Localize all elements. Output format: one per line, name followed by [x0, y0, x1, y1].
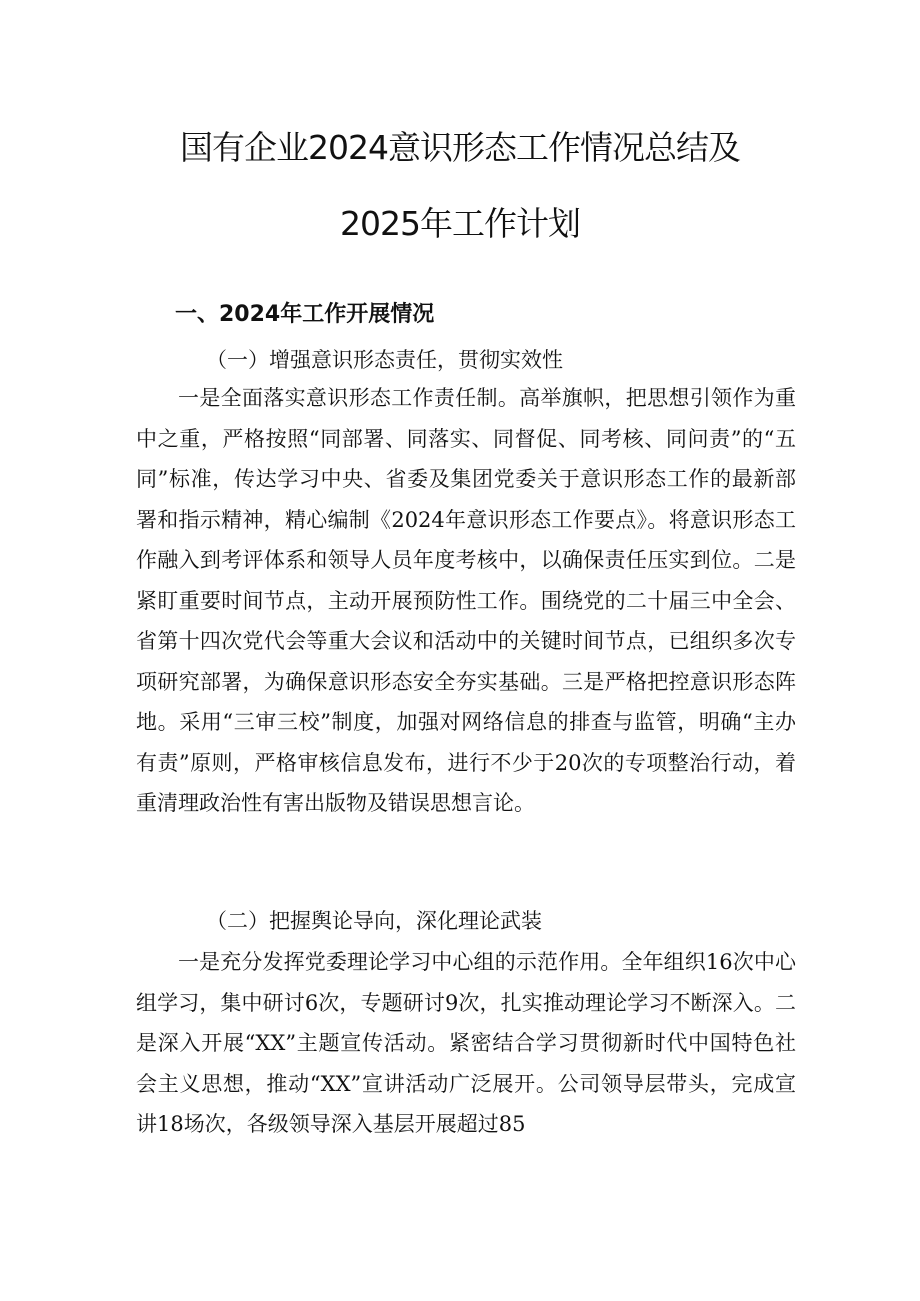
subsection-heading-2: （二）把握舆论导向，深化理论武装	[206, 909, 542, 933]
document-title-line-2: 2025年工作计划	[340, 204, 580, 243]
document-title-line-1: 国有企业2024意识形态工作情况总结及	[180, 128, 740, 167]
section-heading-2024-work: 一、2024年工作开展情况	[175, 302, 435, 327]
subsection-1-paragraph: 一是全面落实意识形态工作责任制。高举旗帜，把思想引领作为重中之重，严格按照“同部署、同落实、同督促、同考核、同问责”的“五同”标准，传达学习中央、省委及集团党委关于意识形态工作的最新部署和指示精神，精心编制《2024年意识形态工作要点》。将意识形态工作融入到考评体系和领导人员年度考核中，以确保责任压实到位。二是紧盯重要时间节点，主动开展预防性工作。围绕党的二十届三中全会、省第十四次党代会等重大会议和活动中的关键时间节点，已组织多次专项研究部署，为确保意识形态安全夯实基础。三是严格把控意识形态阵地。采用“三审三校”制度，加强对网络信息的排查与监管，明确“主办有责”原则，严格审核信息发布，进行不少于20次的专项整治行动，着重清理政治性有害出版物及错误思想言论。	[136, 386, 796, 815]
subsection-heading-1: （一）增强意识形态责任，贯彻实效性	[206, 348, 563, 372]
subsection-2-paragraph: 一是充分发挥党委理论学习中心组的示范作用。全年组织16次中心组学习，集中研讨6次，专题研讨9次，扎实推动理论学习不断深入。二是深入开展“XX”主题宣传活动。紧密结合学习贯彻新时代中国特色社会主义思想，推动“XX”宣讲活动广泛展开。公司领导层带头，完成宣讲18场次，各级领导深入基层开展超过85	[136, 950, 796, 1136]
